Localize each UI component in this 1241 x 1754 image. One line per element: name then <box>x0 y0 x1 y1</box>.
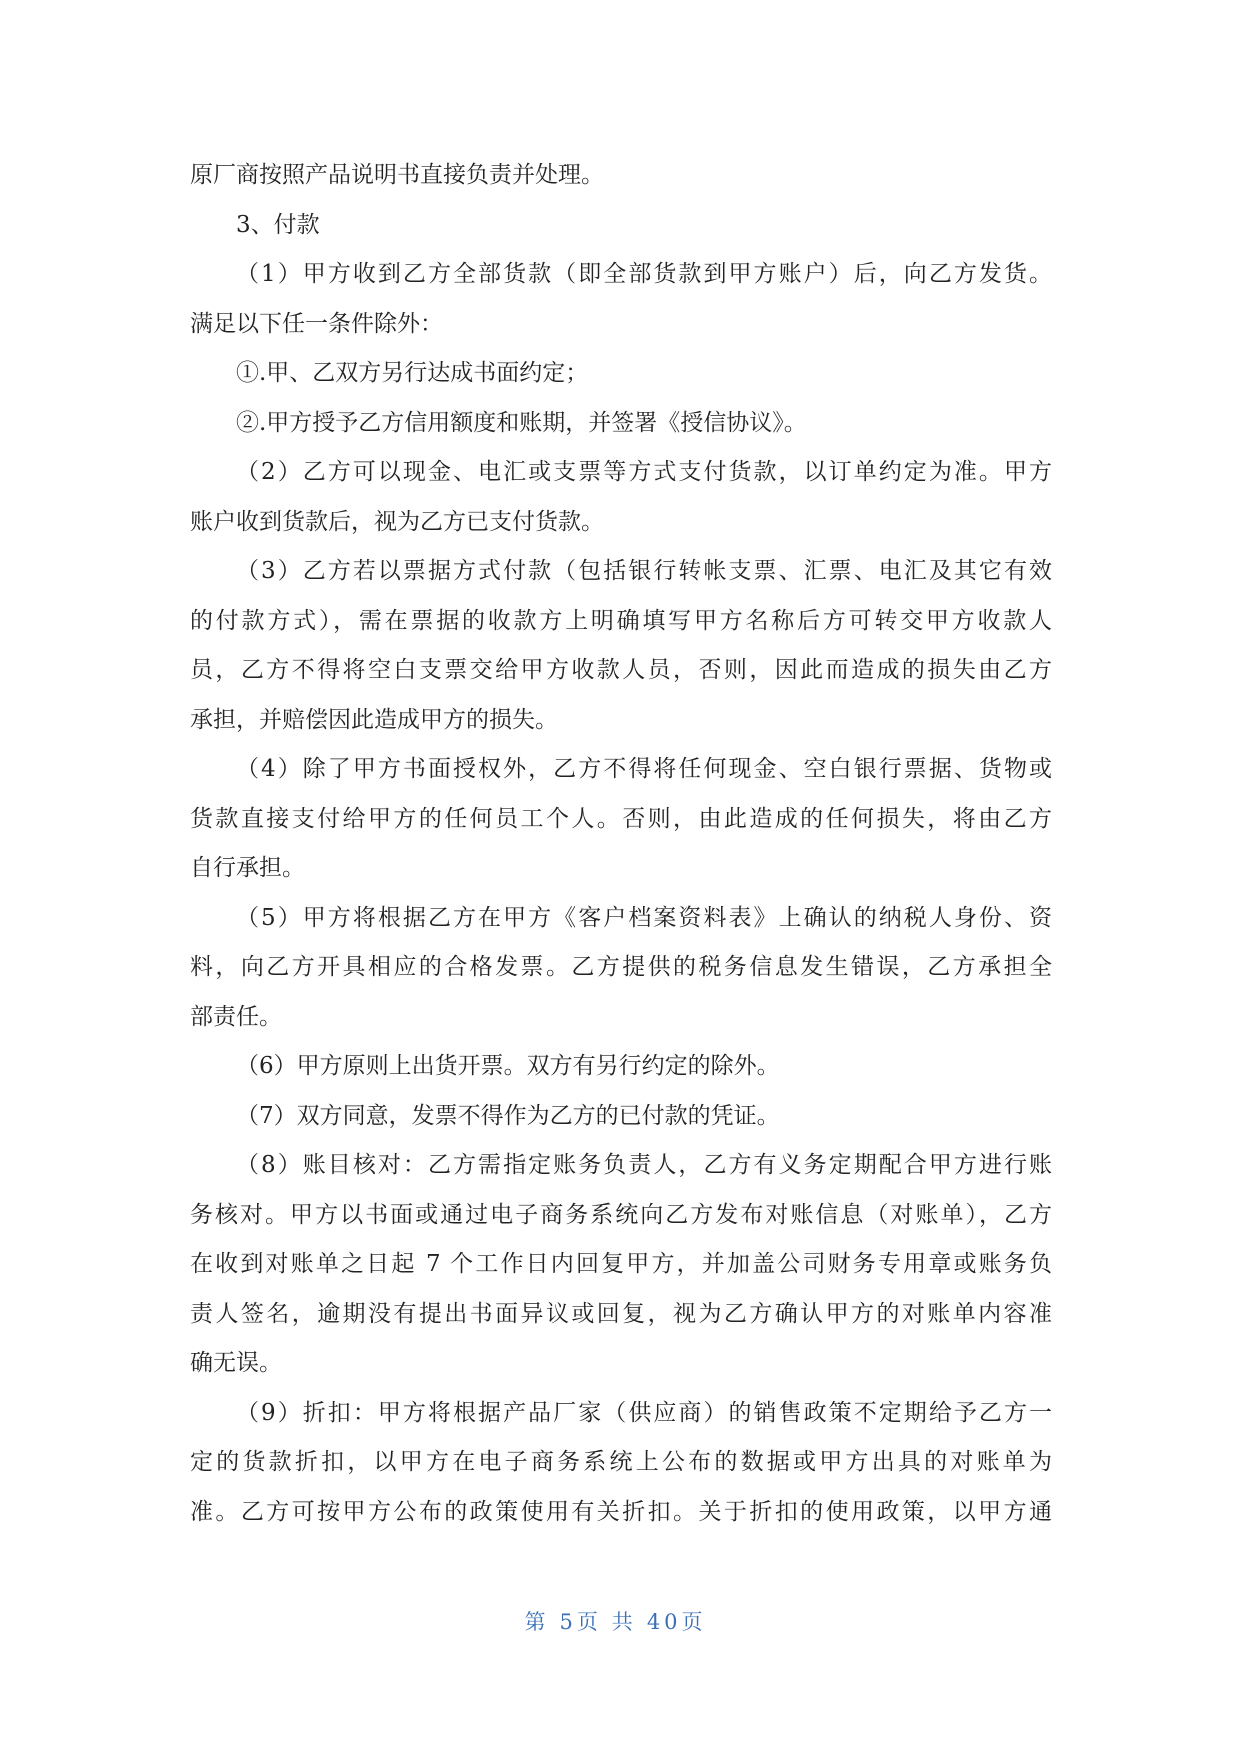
text-line: 部责任。 <box>190 1003 282 1030</box>
text-line: 自行承担。 <box>190 855 305 881</box>
text-line: 定的货款折扣，以甲方在电子商务系统上公布的数据或甲方出具的对账单为 <box>190 1449 1052 1475</box>
text-line: （9）折扣：甲方将根据产品厂家（供应商）的销售政策不定期给予乙方一 <box>236 1399 1052 1426</box>
text-line: （3）乙方若以票据方式付款（包括银行转帐支票、汇票、电汇及其它有效 <box>236 558 1052 584</box>
document-body <box>190 151 1052 1537</box>
text-line: 确无误。 <box>190 1350 282 1376</box>
total-page-count: 40 <box>646 1610 682 1634</box>
text-line: （1）甲方收到乙方全部货款（即全部货款到甲方账户）后，向乙方发货。 <box>236 261 1052 287</box>
current-page-number: 5 <box>559 1610 577 1634</box>
text-line: 货款直接支付给甲方的任何员工个人。否则，由此造成的任何损失，将由乙方 <box>190 805 1052 832</box>
text-line: 满足以下任一条件除外： <box>190 310 443 337</box>
text-line: 务核对。甲方以书面或通过电子商务系统向乙方发布对账信息（对账单），乙方 <box>190 1201 1052 1228</box>
text-line: ①.甲、乙双方另行达成书面约定； <box>236 360 589 386</box>
text-line: （2）乙方可以现金、电汇或支票等方式支付货款，以订单约定为准。甲方 <box>236 459 1052 485</box>
text-line: （8）账目核对：乙方需指定账务负责人，乙方有义务定期配合甲方进行账 <box>236 1152 1052 1178</box>
text-line: 在收到对账单之日起 7 个工作日内回复甲方，并加盖公司财务专用章或账务负 <box>190 1251 1052 1277</box>
text-line: 3、付款 <box>236 211 320 238</box>
footer-prefix: 第 <box>524 1610 560 1634</box>
text-line: 准。乙方可按甲方公布的政策使用有关折扣。关于折扣的使用政策，以甲方通 <box>190 1498 1052 1525</box>
footer-suffix: 页 <box>681 1610 717 1634</box>
text-line: 账户收到货款后，视为乙方已支付货款。 <box>190 508 604 535</box>
text-line: （4）除了甲方书面授权外，乙方不得将任何现金、空白银行票据、货物或 <box>236 756 1052 782</box>
text-line: 料，向乙方开具相应的合格发票。乙方提供的税务信息发生错误，乙方承担全 <box>190 954 1052 980</box>
text-line: 责人签名，逾期没有提出书面异议或回复，视为乙方确认甲方的对账单内容准 <box>190 1300 1052 1327</box>
page-footer <box>0 1606 1241 1636</box>
text-line: 承担，并赔偿因此造成甲方的损失。 <box>190 706 558 733</box>
text-line: （6）甲方原则上出货开票。双方有另行约定的除外。 <box>236 1053 780 1079</box>
footer-middle: 页共 <box>576 1610 647 1634</box>
text-line: ②.甲方授予乙方信用额度和账期，并签署《授信协议》。 <box>236 409 807 436</box>
text-line: 原厂商按照产品说明书直接负责并处理。 <box>190 162 604 188</box>
text-line: （5）甲方将根据乙方在甲方《客户档案资料表》上确认的纳税人身份、资 <box>236 904 1052 931</box>
text-line: 的付款方式），需在票据的收款方上明确填写甲方名称后方可转交甲方收款人 <box>190 607 1052 634</box>
text-line: （7）双方同意，发票不得作为乙方的已付款的凭证。 <box>236 1102 780 1129</box>
text-line: 员，乙方不得将空白支票交给甲方收款人员，否则，因此而造成的损失由乙方 <box>190 657 1052 683</box>
